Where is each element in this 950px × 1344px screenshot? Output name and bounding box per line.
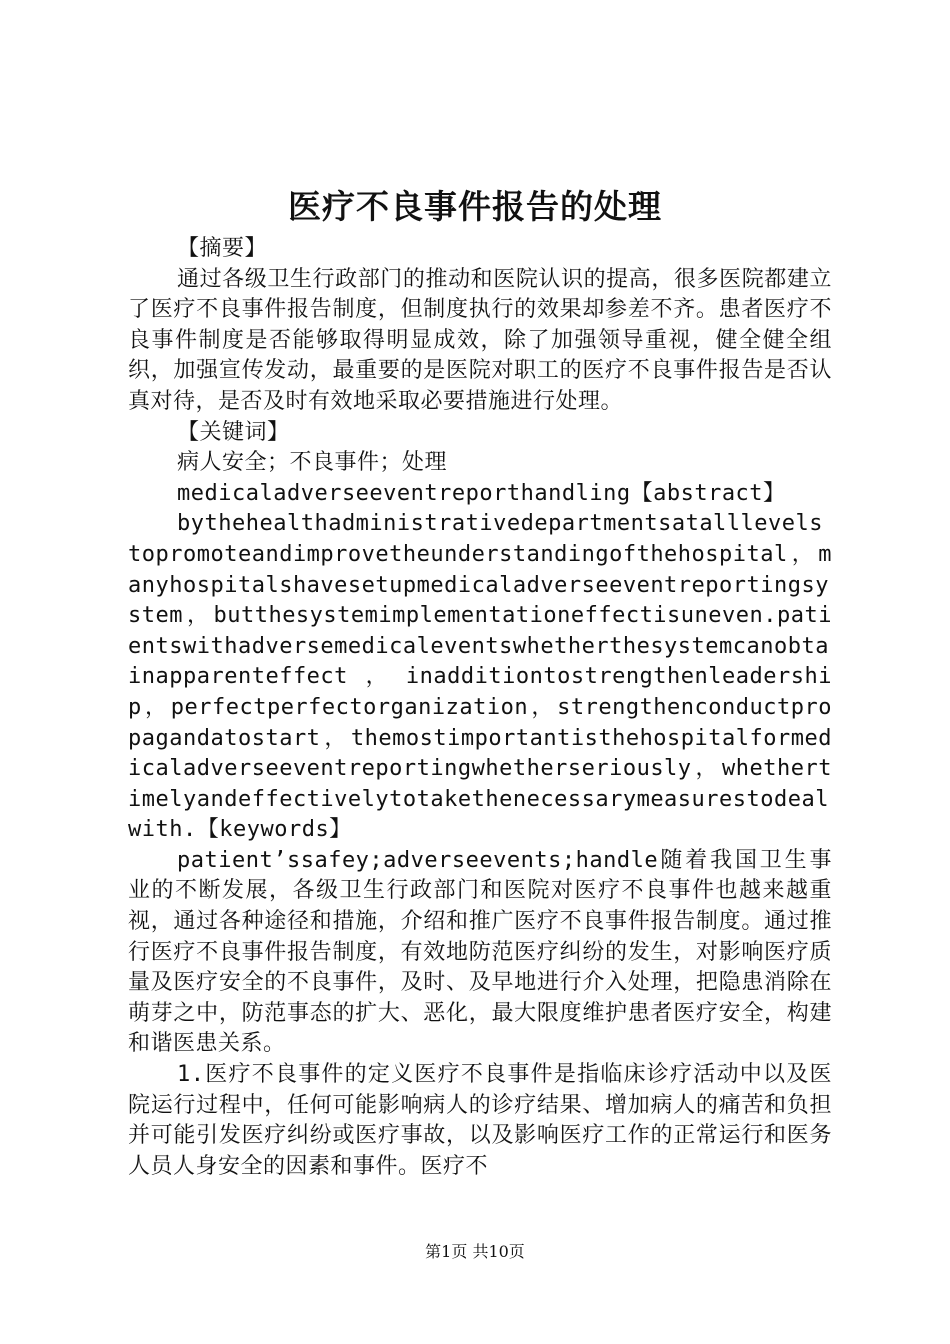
document-title: 医疗不良事件报告的处理 — [288, 187, 662, 226]
abstract-heading: 【摘要】 — [177, 236, 268, 261]
keywords-heading: 【关键词】 — [177, 419, 290, 445]
abstract-paragraph: 通过各级卫生行政部门的推动和医院认识的提高，很多医院都建立了医疗不良事件报告制度，但制度执行的效果却参差不齐。患者医疗不良事件制度是否能够取得明显成效，除了加强领导重视，健全健全组织，加强宣传发动，最重要的是医院对职工的医疗不良事件报告是否认真对待，是否及时有效地采取必要措施进行处理。 — [128, 266, 832, 414]
definition-paragraph: 1.医疗不良事件的定义医疗不良事件是指临床诊疗活动中以及医院运行过程中，任何可能影响病人的诊疗结果、增加病人的痛苦和负担并可能引发医疗纠纷或医疗事故，以及影响医疗工作的正常运行和医务人员人身安全的因素和事件。医疗不 — [128, 1062, 832, 1179]
english-title-paragraph: medicaladverseeventreporthandling【abstract】 — [177, 480, 786, 506]
introduction-paragraph: patient’ssafey;adverseevents;handle随着我国卫生事业的不断发展，各级卫生行政部门和医院对医疗不良事件也越来越重视，通过各种途径和措施，介绍和推广医疗不良事件报告制度。通过推行医疗不良事件报告制度，有效地防范医疗纠纷的发生，对影响医疗质量及医疗安全的不良事件，及时、及早地进行介入处理，把隐患消除在萌芽之中，防范事态的扩大、恶化，最大限度维护患者医疗安全，构建和谐医患关系。 — [128, 847, 832, 1057]
keywords-paragraph: 病人安全；不良事件；处理 — [177, 450, 448, 476]
document-body — [128, 234, 832, 1182]
page-number-footer: 第1页 共10页 — [425, 1242, 525, 1261]
english-abstract-paragraph: bythehealthadministrativedepartmentsatalllevelstopromoteandimprovetheunderstandingofthehospital，manyhospitalshavesetupmedicaladverseeventreportingsystem，butthesystemimplementationeffectisuneven.patientswithadversemedicaleventswhetherthesystemcanobtainapparenteffect，inadditiontostrengthenleadership，perfectperfectorganization，strengthenconductpropagandatostart，themostimportantisthehospitalformedicaladverseeventreportingwhetherseriously，whethertimelyandeffectivelytotakethenecessarymeasurestodealwith.【keywords】 — [128, 511, 832, 843]
